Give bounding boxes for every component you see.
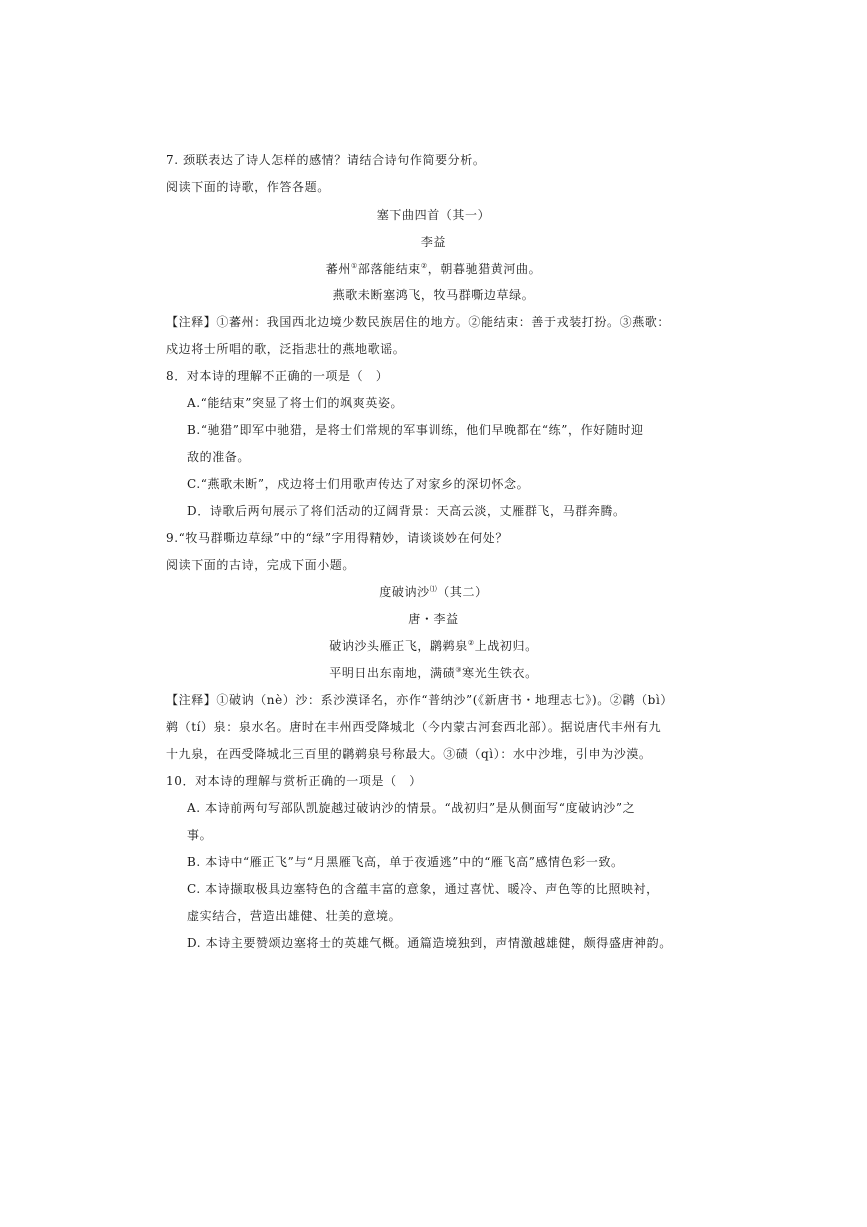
q8-option-c: C.“燕歌未断”，戍边将士们用歌声传达了对家乡的深切怀念。 <box>187 477 530 491</box>
q10-option-c: C. 本诗撷取极具边塞特色的含蕴丰富的意象，通过喜忧、暖冷、声色等的比照映衬， <box>187 882 659 896</box>
q8-option-d: D．诗歌后两句展示了将们活动的辽阔背景：天高云淡，丈雁群飞，马群奔腾。 <box>187 504 626 518</box>
footnote-marker-3: ③ <box>455 666 463 674</box>
poem-2-line-2-a: 平明日出东南地，满碛 <box>329 666 456 680</box>
q10-option-d: D. 本诗主要赞颂边塞将士的英雄气概。通篇造境独到，声情激越雄健，颇得盛唐神韵。 <box>187 936 672 950</box>
poem-2-line-2 <box>0 665 867 681</box>
question-8-stem: 8．对本诗的理解不正确的一项是（ ） <box>166 369 389 383</box>
reading-instruction-2: 阅读下面的古诗，完成下面小题。 <box>166 558 356 572</box>
footnote-marker-title: ⑴ <box>429 585 438 593</box>
q8-option-b-continued: 敌的准备。 <box>187 450 251 464</box>
q10-option-b: B. 本诗中“雁正飞”与“月黑雁飞高，单于夜遁逃”中的“雁飞高”感情色彩一致。 <box>187 855 624 869</box>
poem-2-title <box>0 584 867 600</box>
poem-2-line-2-b: 寒光生铁衣。 <box>462 666 538 680</box>
q8-option-a: A.“能结束”突显了将士们的飒爽英姿。 <box>187 396 404 410</box>
poem-2-line-1-b: 上战初归。 <box>474 639 538 653</box>
q10-option-c-continued: 虚实结合，营造出雄健、壮美的意境。 <box>187 909 402 923</box>
poem-1-line-1-a: 蕃州 <box>325 262 351 276</box>
footnote-marker-2: ② <box>420 262 428 270</box>
note-2-line-2: 鹈（tí）泉：泉水名。唐时在丰州西受降城北（今内蒙古河套西北部）。据说唐代丰州有九 <box>166 720 662 734</box>
footnote-marker-2b: ② <box>467 639 475 647</box>
poem-2-author: 唐・李益 <box>408 612 459 626</box>
question-7: 7. 颈联表达了诗人怎样的感情？请结合诗句作简要分析。 <box>166 153 486 167</box>
poem-1-line-1-b: 部落能结束 <box>357 262 421 276</box>
q10-option-a: A. 本诗前两句写部队凯旋越过破讷沙的情景。“战初归”是从侧面写“度破讷沙”之 <box>187 801 636 815</box>
poem-1-line-2: 燕歌未断塞鸿飞，牧马群嘶边草绿。 <box>332 288 535 302</box>
reading-instruction-1: 阅读下面的诗歌，作答各题。 <box>166 180 330 194</box>
note-1-line-2: 戍边将士所唱的歌，泛指悲壮的燕地歌谣。 <box>166 342 406 356</box>
q10-option-a-continued: 事。 <box>187 828 213 842</box>
question-10-stem: 10．对本诗的理解与赏析正确的一项是（ ） <box>166 774 422 788</box>
poem-1-line-1 <box>0 261 867 277</box>
poem-2-line-1 <box>0 638 867 654</box>
note-2-line-1: 【注释】①破讷（nè）沙：系沙漠译名，亦作“普纳沙”(《新唐书・地理志七》)。②䴙（bì） <box>166 693 673 707</box>
note-1-line-1: 【注释】①蕃州：我国西北边境少数民族居住的地方。②能结束：善于戎装打扮。③燕歌： <box>166 315 671 329</box>
poem-2-title-a: 度破讷沙 <box>379 585 430 599</box>
poem-1-title: 塞下曲四首（其一） <box>376 208 491 222</box>
poem-1-author: 李益 <box>420 235 447 249</box>
poem-2-line-1-a: 破讷沙头雁正飞，䴙鹈泉 <box>329 639 468 653</box>
poem-1-line-1-c: ，朝暮驰猎黄河曲。 <box>427 262 542 276</box>
note-2-line-3: 十九泉，在西受降城北三百里的䴙鹈泉号称最大。③碛（qì）：水中沙堆，引申为沙漠。 <box>166 747 652 761</box>
q8-option-b: B.“驰猎”即军中驰猎，是将士们常规的军事训练，他们早晚都在“练”，作好随时迎 <box>187 423 644 437</box>
poem-2-title-b: （其二） <box>437 585 488 599</box>
question-9: 9.“牧马群嘶边草绿”中的“绿”字用得精妙，请谈谈妙在何处？ <box>166 531 508 545</box>
footnote-marker-1: ① <box>351 262 358 270</box>
